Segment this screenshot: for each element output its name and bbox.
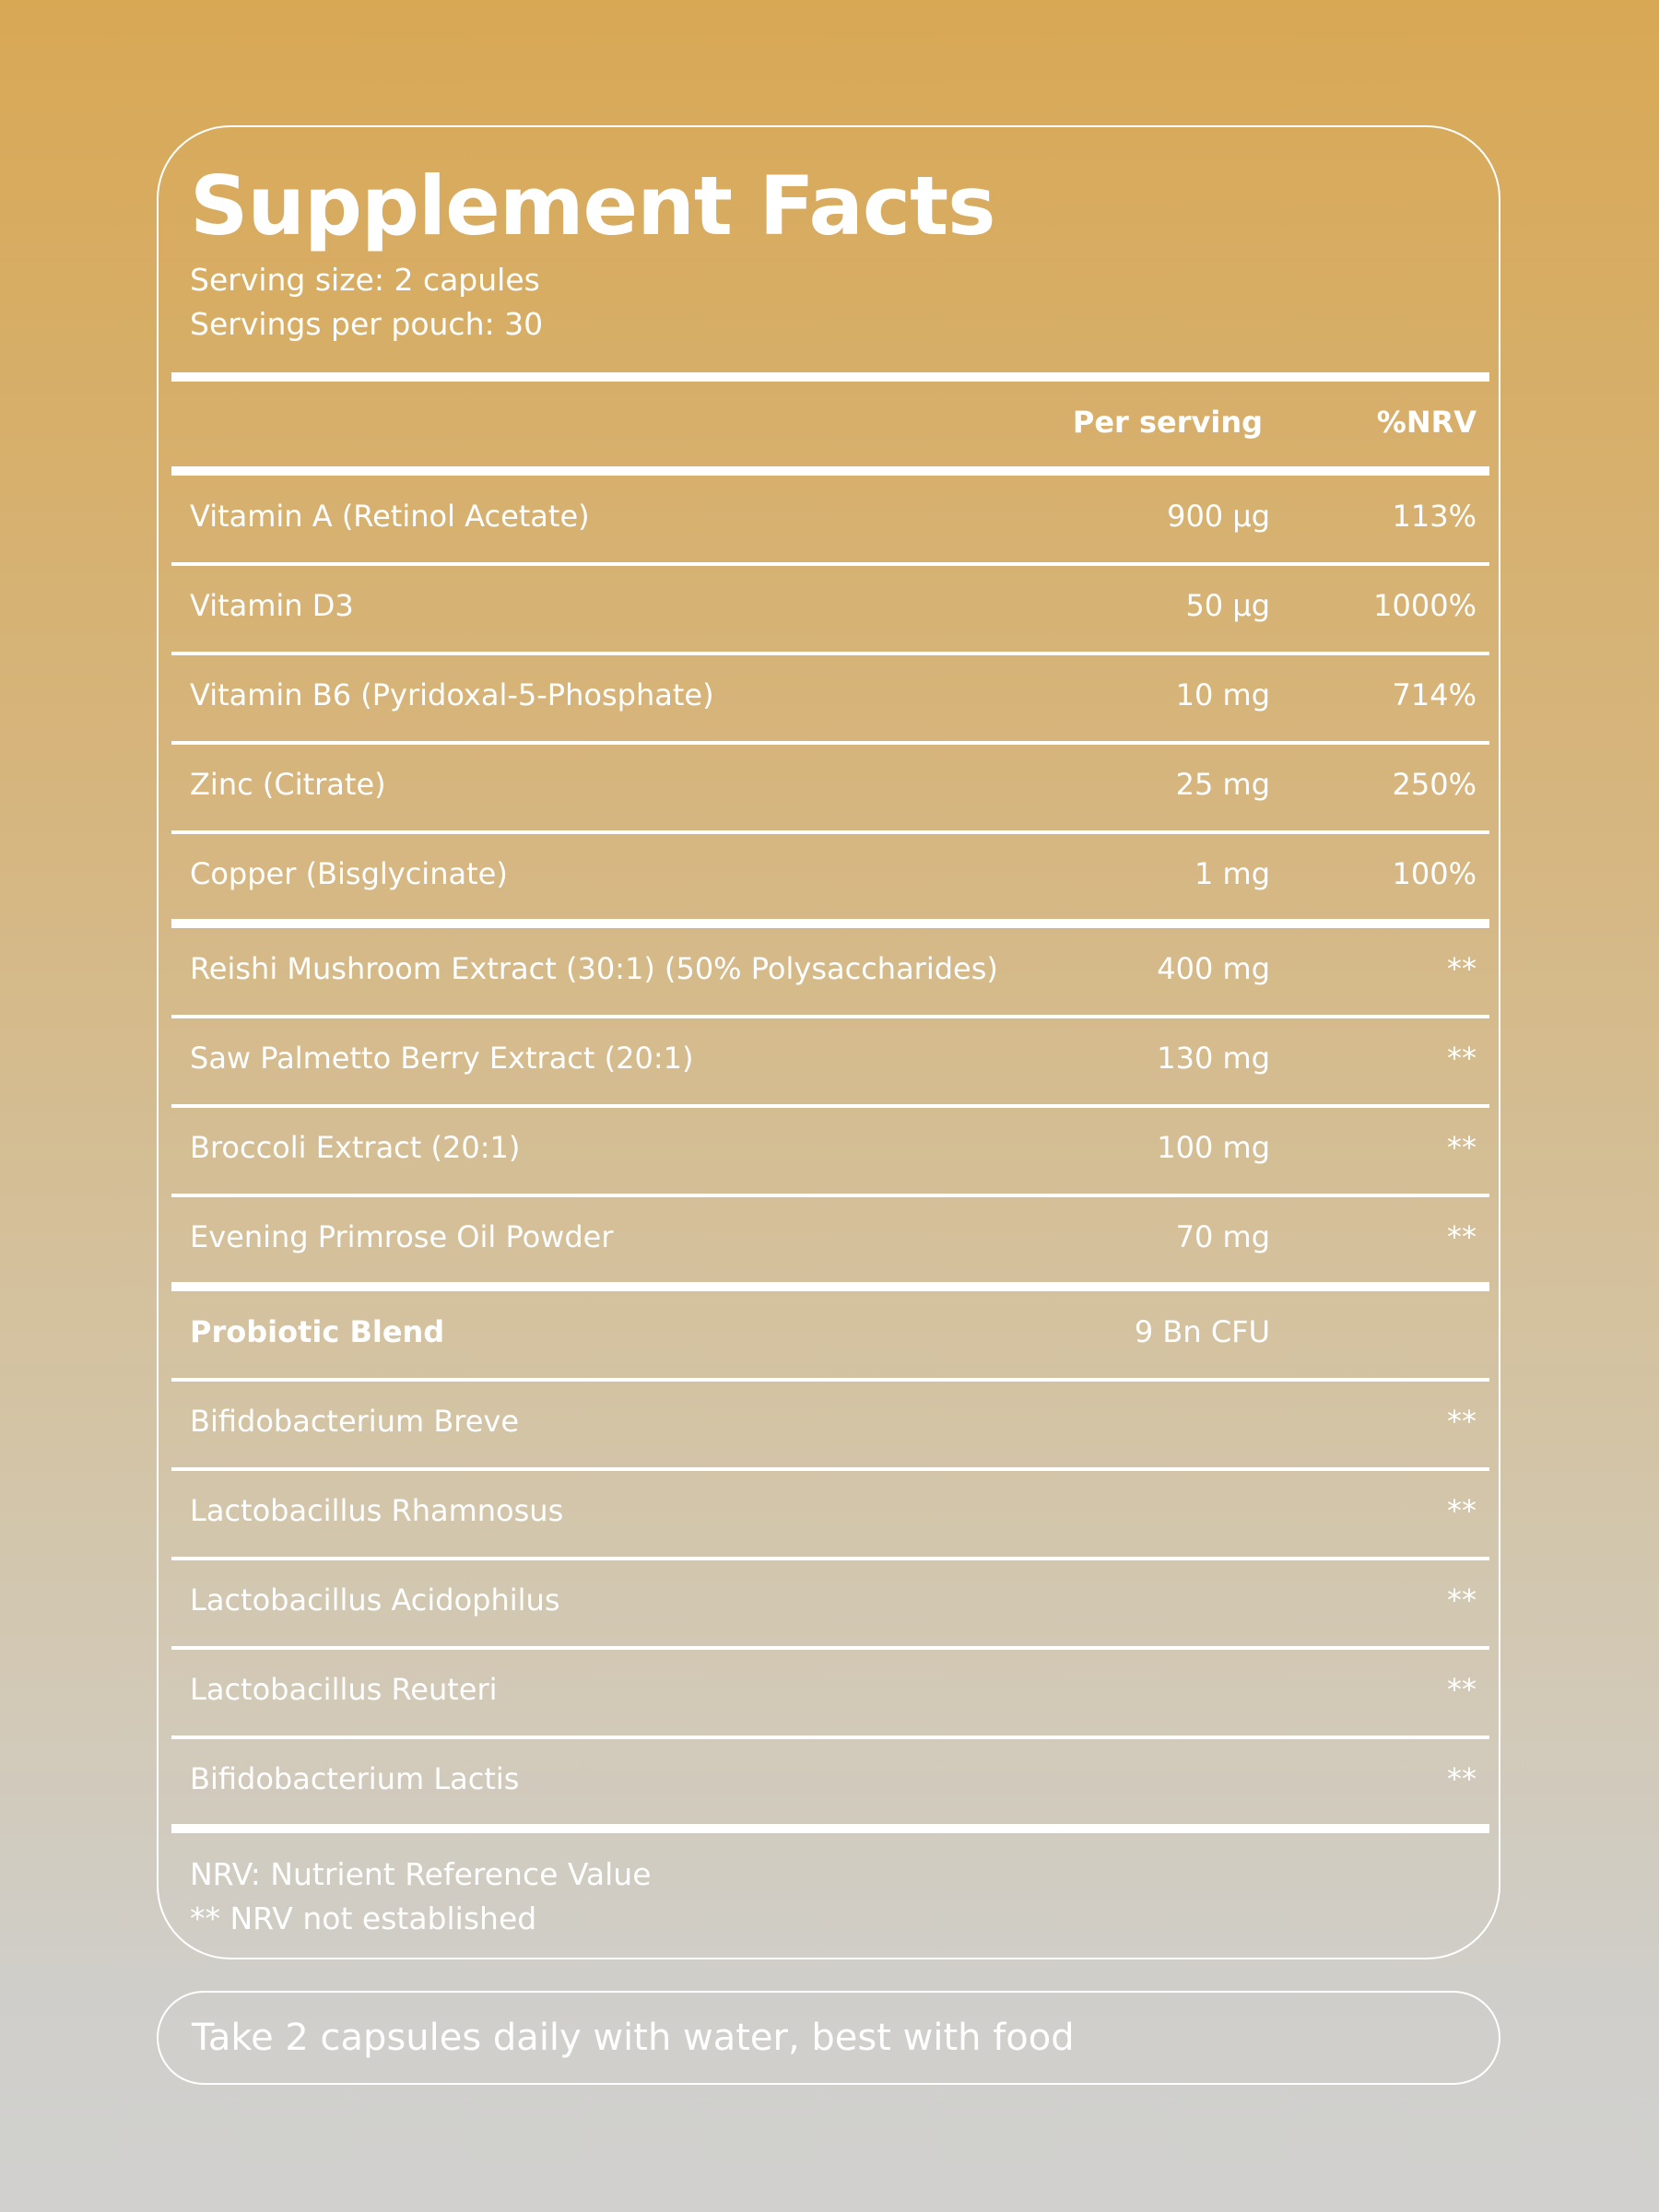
strain-name: Bifidobacterium Breve bbox=[190, 1404, 520, 1439]
nutrient-name: Vitamin A (Retinol Acetate) bbox=[190, 499, 590, 534]
row-divider bbox=[171, 1104, 1489, 1108]
row-divider bbox=[171, 1735, 1489, 1739]
section-divider bbox=[171, 1282, 1489, 1291]
row-divider bbox=[171, 1467, 1489, 1471]
strain-name: Lactobacillus Acidophilus bbox=[190, 1583, 560, 1618]
row-divider bbox=[171, 1557, 1489, 1560]
nrv-percent: ** bbox=[1447, 1583, 1477, 1618]
nrv-percent: ** bbox=[1447, 1761, 1477, 1796]
amount-per-serving: 50 µg bbox=[1185, 588, 1270, 623]
servings-per-pouch: Servings per pouch: 30 bbox=[190, 306, 544, 342]
nrv-percent: ** bbox=[1447, 1130, 1477, 1165]
nrv-percent: 113% bbox=[1392, 499, 1477, 534]
amount-per-serving: 70 mg bbox=[1175, 1219, 1270, 1254]
strain-name: Lactobacillus Reuteri bbox=[190, 1672, 498, 1707]
table-row bbox=[159, 1667, 1502, 1712]
nutrient-name: Vitamin B6 (Pyridoxal-5-Phosphate) bbox=[190, 677, 714, 712]
nrv-percent: ** bbox=[1447, 1041, 1477, 1076]
nrv-percent: 250% bbox=[1392, 767, 1477, 802]
nrv-percent: ** bbox=[1447, 1219, 1477, 1254]
table-row bbox=[159, 673, 1502, 717]
row-divider bbox=[171, 652, 1489, 655]
table-row bbox=[159, 1215, 1502, 1259]
blend-name: Probiotic Blend bbox=[190, 1314, 445, 1349]
table-row bbox=[159, 1488, 1502, 1533]
ingredient-name: Broccoli Extract (20:1) bbox=[190, 1130, 521, 1165]
ingredient-name: Reishi Mushroom Extract (30:1) (50% Polysaccharides) bbox=[190, 951, 998, 986]
nutrient-name: Vitamin D3 bbox=[190, 588, 354, 623]
table-row bbox=[159, 1578, 1502, 1622]
amount-per-serving: 100 mg bbox=[1157, 1130, 1270, 1165]
amount-per-serving: 25 mg bbox=[1175, 767, 1270, 802]
nrv-percent: ** bbox=[1447, 1672, 1477, 1707]
supplement-facts-panel bbox=[157, 125, 1500, 1959]
table-row bbox=[159, 762, 1502, 806]
table-row bbox=[159, 1757, 1502, 1801]
row-divider bbox=[171, 1378, 1489, 1382]
row-divider bbox=[171, 1015, 1489, 1018]
amount-per-serving: 1 mg bbox=[1194, 856, 1270, 891]
table-row bbox=[159, 1036, 1502, 1080]
table-row bbox=[159, 947, 1502, 991]
section-divider bbox=[171, 919, 1489, 928]
table-row bbox=[159, 1399, 1502, 1443]
row-divider bbox=[171, 562, 1489, 566]
amount-per-serving: 9 Bn CFU bbox=[1134, 1314, 1270, 1349]
nrv-definition: NRV: Nutrient Reference Value bbox=[190, 1856, 652, 1892]
columns-divider bbox=[171, 466, 1489, 476]
directions-text: Take 2 capsules daily with water, best with food bbox=[192, 2017, 1075, 2059]
column-header-per-serving: Per serving bbox=[1072, 405, 1263, 440]
nrv-footnote: ** NRV not established bbox=[190, 1900, 537, 1936]
nrv-percent: 714% bbox=[1392, 677, 1477, 712]
table-row bbox=[159, 1125, 1502, 1170]
nutrient-name: Zinc (Citrate) bbox=[190, 767, 386, 802]
nrv-percent: ** bbox=[1447, 1493, 1477, 1528]
table-row bbox=[159, 852, 1502, 896]
row-divider bbox=[171, 1646, 1489, 1650]
amount-per-serving: 10 mg bbox=[1175, 677, 1270, 712]
amount-per-serving: 400 mg bbox=[1157, 951, 1270, 986]
ingredient-name: Evening Primrose Oil Powder bbox=[190, 1219, 614, 1254]
table-row bbox=[159, 1310, 1502, 1354]
nrv-percent: ** bbox=[1447, 1404, 1477, 1439]
nrv-percent: 1000% bbox=[1373, 588, 1477, 623]
amount-per-serving: 130 mg bbox=[1157, 1041, 1270, 1076]
table-row bbox=[159, 583, 1502, 628]
column-header-nrv: %NRV bbox=[1376, 405, 1477, 440]
strain-name: Bifidobacterium Lactis bbox=[190, 1761, 520, 1796]
amount-per-serving: 900 µg bbox=[1167, 499, 1270, 534]
row-divider bbox=[171, 1194, 1489, 1197]
directions-box bbox=[157, 1991, 1500, 2085]
nutrient-name: Copper (Bisglycinate) bbox=[190, 856, 508, 891]
nrv-percent: 100% bbox=[1392, 856, 1477, 891]
nrv-percent: ** bbox=[1447, 951, 1477, 986]
row-divider bbox=[171, 830, 1489, 834]
footer-divider bbox=[171, 1824, 1489, 1833]
table-row bbox=[159, 494, 1502, 538]
panel-title: Supplement Facts bbox=[190, 159, 995, 253]
ingredient-name: Saw Palmetto Berry Extract (20:1) bbox=[190, 1041, 694, 1076]
serving-size: Serving size: 2 capules bbox=[190, 262, 540, 298]
row-divider bbox=[171, 741, 1489, 745]
header-divider bbox=[171, 372, 1489, 382]
strain-name: Lactobacillus Rhamnosus bbox=[190, 1493, 564, 1528]
